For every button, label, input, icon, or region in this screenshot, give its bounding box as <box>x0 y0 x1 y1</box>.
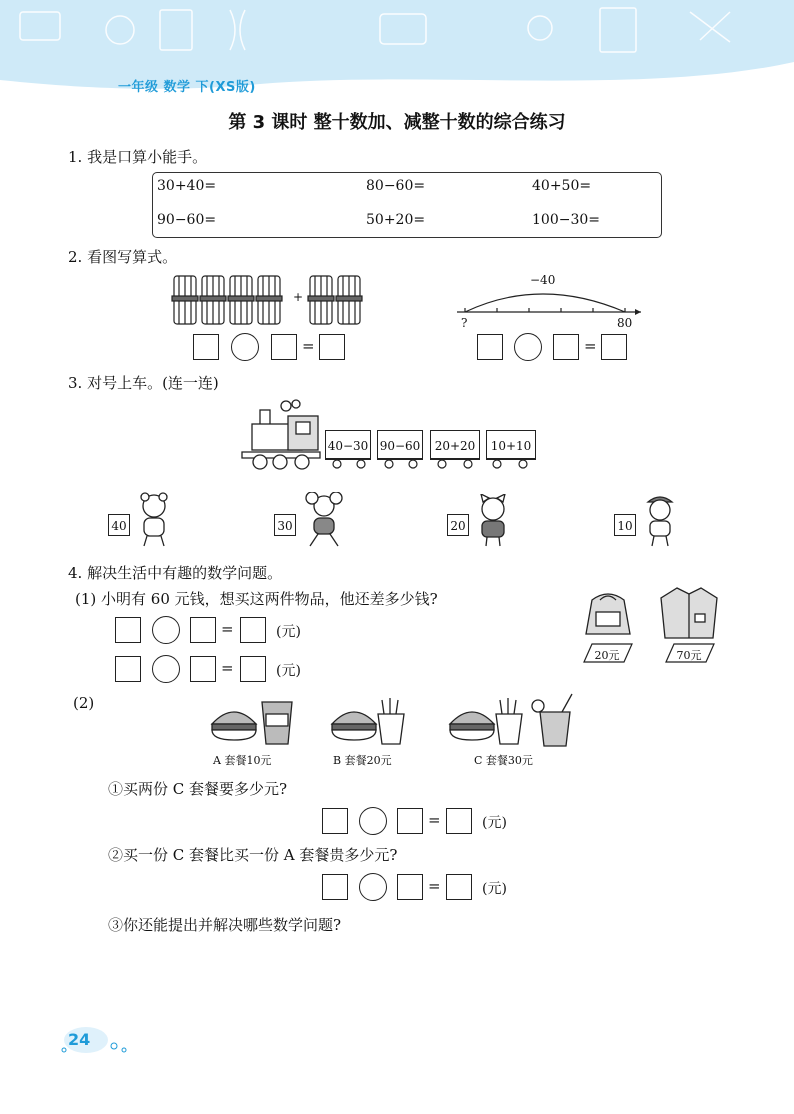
answer-box[interactable] <box>319 334 345 360</box>
equals-sign: = <box>428 811 441 829</box>
train-car-2: 90−60 <box>377 430 423 460</box>
answer-box[interactable] <box>477 334 503 360</box>
q3-label: 3. 对号上车。(连一连) <box>68 374 219 392</box>
q4-part2-label: (2) <box>73 694 95 712</box>
answer-number-10: 10 <box>614 514 636 536</box>
jacket-icon <box>657 584 721 640</box>
answer-box[interactable] <box>553 334 579 360</box>
answer-box[interactable] <box>322 874 348 900</box>
q4-question-1: ①买两份 C 套餐要多少元? <box>108 780 288 798</box>
answer-box[interactable] <box>322 808 348 834</box>
operator-circle[interactable] <box>152 655 180 683</box>
combo-c-illustration <box>446 692 582 748</box>
answer-number-30: 30 <box>274 514 296 536</box>
equals-sign: = <box>221 659 234 677</box>
number-line-start: ? <box>461 316 468 330</box>
answer-box[interactable] <box>193 334 219 360</box>
equals-sign: = <box>221 620 234 638</box>
bear-character-icon <box>134 492 174 548</box>
stick-bundles-illustration <box>170 272 380 328</box>
page-title: 第 3 课时 整十数加、减整十数的综合练习 <box>228 112 566 133</box>
dog-character-icon <box>640 494 680 548</box>
exercise-4: 90−60= <box>157 212 217 228</box>
answer-box[interactable] <box>115 656 141 682</box>
locomotive-illustration <box>238 396 328 472</box>
operator-circle[interactable] <box>359 807 387 835</box>
plus-sign: + <box>293 290 304 304</box>
answer-number-20: 20 <box>447 514 469 536</box>
price-70: 70元 <box>676 649 702 662</box>
answer-box[interactable] <box>271 334 297 360</box>
q4-label: 4. 解决生活中有趣的数学问题。 <box>68 564 283 582</box>
q2-label: 2. 看图写算式。 <box>68 248 178 266</box>
answer-number-40: 40 <box>108 514 130 536</box>
answer-box[interactable] <box>397 874 423 900</box>
answer-box[interactable] <box>115 617 141 643</box>
unit-yuan: (元) <box>276 624 301 640</box>
price-20: 20元 <box>594 649 620 662</box>
combo-b-illustration <box>328 696 408 748</box>
unit-yuan: (元) <box>276 663 301 679</box>
exercise-2: 80−60= <box>366 178 426 194</box>
train-wheels <box>325 458 540 470</box>
combo-b-label: B 套餐20元 <box>333 754 392 767</box>
operator-circle[interactable] <box>152 616 180 644</box>
train-car-4: 10+10 <box>486 430 536 460</box>
mouse-character-icon <box>300 492 350 548</box>
page-number: 24 <box>68 1030 91 1049</box>
unit-yuan: (元) <box>482 881 507 897</box>
exercise-6: 100−30= <box>532 212 600 228</box>
cat-character-icon <box>473 494 513 548</box>
answer-box[interactable] <box>190 656 216 682</box>
equals-sign: = <box>584 337 597 355</box>
combo-a-illustration <box>208 696 300 748</box>
operator-circle[interactable] <box>514 333 542 361</box>
answer-box[interactable] <box>240 617 266 643</box>
answer-box[interactable] <box>446 808 472 834</box>
equals-sign: = <box>428 877 441 895</box>
answer-box[interactable] <box>601 334 627 360</box>
number-line-end: 80 <box>617 316 633 330</box>
q4-part1-label: (1) 小明有 60 元钱，想买这两件物品，他还差多少钱? <box>75 590 438 608</box>
q1-label: 1. 我是口算小能手。 <box>68 148 208 166</box>
backpack-icon <box>578 590 638 640</box>
q4-question-3: ③你还能提出并解决哪些数学问题? <box>108 916 342 934</box>
equals-sign: = <box>302 337 315 355</box>
number-line-op: −40 <box>530 273 556 287</box>
q4-question-2: ②买一份 C 套餐比买一份 A 套餐贵多少元? <box>108 846 398 864</box>
exercise-3: 40+50= <box>532 178 592 194</box>
answer-box[interactable] <box>397 808 423 834</box>
train-car-1: 40−30 <box>325 430 371 460</box>
operator-circle[interactable] <box>359 873 387 901</box>
train-car-3: 20+20 <box>430 430 480 460</box>
answer-box[interactable] <box>190 617 216 643</box>
operator-circle[interactable] <box>231 333 259 361</box>
grade-label: 一年级 数学 下(XS版) <box>118 80 256 95</box>
answer-box[interactable] <box>240 656 266 682</box>
combo-a-label: A 套餐10元 <box>213 754 272 767</box>
combo-c-label: C 套餐30元 <box>474 754 533 767</box>
exercise-5: 50+20= <box>366 212 426 228</box>
answer-box[interactable] <box>446 874 472 900</box>
unit-yuan: (元) <box>482 815 507 831</box>
exercise-1: 30+40= <box>157 178 217 194</box>
